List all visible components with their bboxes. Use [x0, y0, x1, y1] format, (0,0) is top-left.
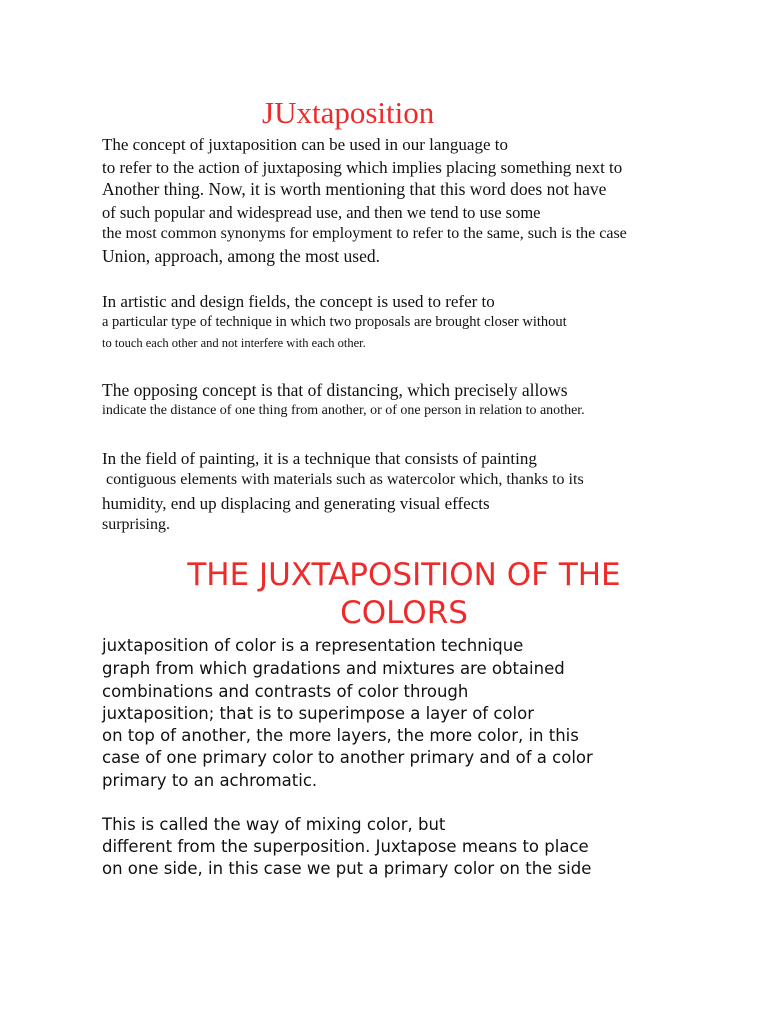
paragraph-2-line-1: In artistic and design fields, the concept is used to refer to [102, 292, 495, 311]
paragraph-5-line-2: graph from which gradations and mixtures are obtained [102, 659, 565, 678]
paragraph-5-line-4: juxtaposition; that is to superimpose a layer of color [102, 704, 534, 723]
paragraph-6-line-3: on one side, in this case we put a primary color on the side [102, 859, 592, 878]
paragraph-5-line-6: case of one primary color to another primary and of a color [102, 748, 593, 767]
paragraph-4-line-3: humidity, end up displacing and generating visual effects [102, 494, 490, 513]
paragraph-4-line-2: contiguous elements with materials such as watercolor which, thanks to its [102, 471, 584, 488]
paragraph-2-line-2: a particular type of technique in which two proposals are brought closer without [102, 314, 567, 330]
paragraph-4-line-1: In the field of painting, it is a technique that consists of painting [102, 449, 537, 468]
paragraph-1-line-4: of such popular and widespread use, and then we tend to use some [102, 203, 541, 222]
paragraph-5-line-1: juxtaposition of color is a representation technique [102, 636, 524, 655]
document-title: JUxtaposition [262, 95, 435, 130]
paragraph-5-line-3: combinations and contrasts of color through [102, 682, 469, 701]
paragraph-1-line-2: to refer to the action of juxtaposing which implies placing something next to [102, 158, 623, 177]
paragraph-3-line-2: indicate the distance of one thing from another, or of one person in relation to another. [102, 403, 585, 418]
paragraph-2-line-3: to touch each other and not interfere with each other. [102, 336, 366, 350]
paragraph-5-line-5: on top of another, the more layers, the more color, in this [102, 726, 579, 745]
paragraph-1-line-5: the most common synonyms for employment to refer to the same, such is the case [102, 225, 627, 242]
paragraph-3-line-1: The opposing concept is that of distancing, which precisely allows [102, 380, 568, 400]
paragraph-4-line-4: surprising. [102, 516, 170, 533]
paragraph-6-line-2: different from the superposition. Juxtapose means to place [102, 837, 589, 856]
paragraph-5-line-7: primary to an achromatic. [102, 771, 318, 790]
section-heading-line-2: COLORS [340, 595, 468, 631]
section-heading-line-1: THE JUXTAPOSITION OF THE [187, 557, 621, 593]
paragraph-1-line-6: Union, approach, among the most used. [102, 246, 381, 266]
paragraph-1-line-1: The concept of juxtaposition can be used in our language to [102, 135, 508, 154]
paragraph-6-line-1: This is called the way of mixing color, but [102, 815, 446, 834]
paragraph-1-line-3: Another thing. Now, it is worth mentioning that this word does not have [102, 179, 607, 199]
